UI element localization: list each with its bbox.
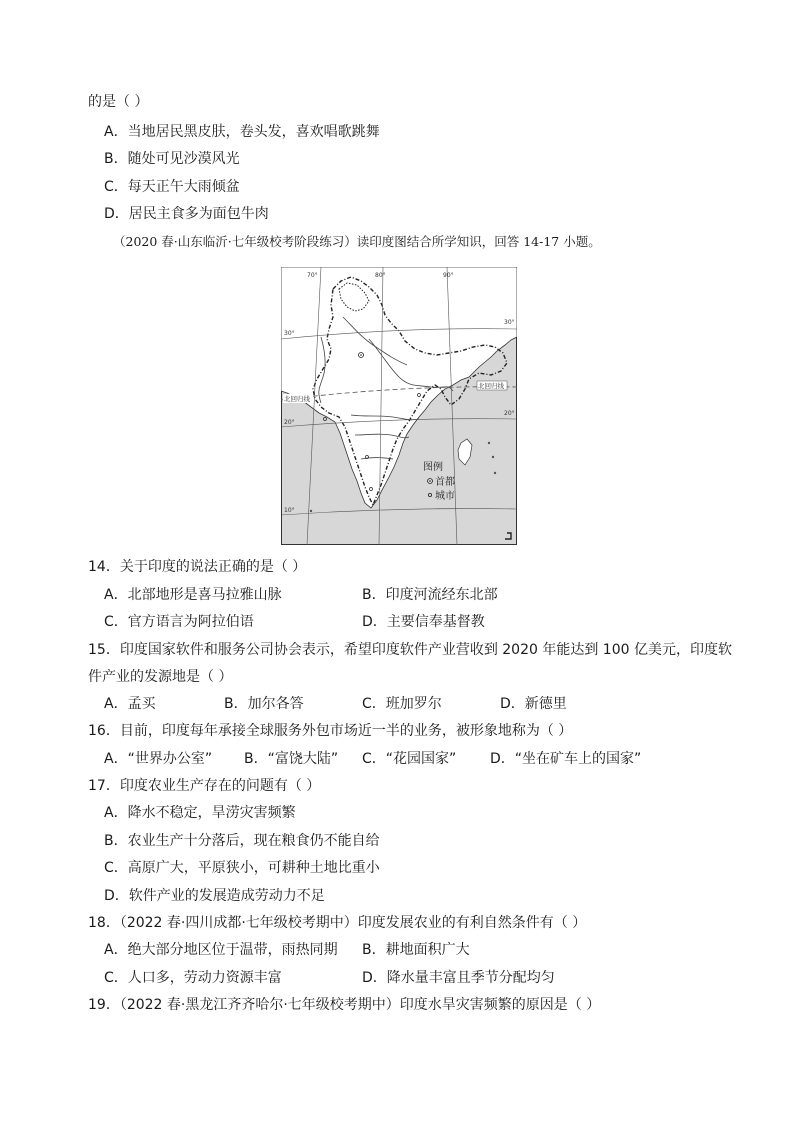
q17-option-a[interactable]: A．降水不稳定，旱涝灾害频繁 — [104, 805, 296, 821]
q15-option-b[interactable]: B．加尔各答 — [224, 696, 304, 712]
legend-capital-label: 首都 — [435, 477, 455, 488]
tropic-label-left: 北回归线 — [284, 395, 310, 403]
q16-option-b[interactable]: B．“富饶大陆” — [244, 751, 339, 767]
q13-option-b[interactable]: B．随处可见沙漠风光 — [104, 151, 240, 167]
q16-option-c[interactable]: C．“花园国家” — [362, 751, 457, 767]
q13-option-a[interactable]: A．当地居民黑皮肤，卷头发，喜欢唱歌跳舞 — [104, 124, 380, 140]
lon-label-90: 90° — [443, 272, 454, 279]
legend-capital-dot — [429, 480, 431, 482]
q18-option-c[interactable]: C．人口多，劳动力资源丰富 — [104, 970, 282, 986]
q15-stem-line1: 15．印度国家软件和服务公司协会表示，希望印度软件产业营收到 2020 年能达到 100 亿美元，印度软 — [88, 642, 732, 658]
q15-option-a[interactable]: A．孟买 — [104, 696, 156, 712]
lat-label-right-20: 20° — [504, 410, 515, 417]
capital-dot — [360, 354, 362, 356]
tropic-label-right: 北回归线 — [478, 382, 504, 390]
india-map — [281, 267, 517, 545]
q14-stem: 14．关于印度的说法正确的是（ ） — [88, 559, 307, 575]
q17-stem: 17．印度农业生产存在的问题有（ ） — [88, 778, 321, 794]
lat-label-10: 10° — [284, 507, 295, 514]
island-dot — [492, 456, 494, 458]
legend-city-label: 城市 — [435, 491, 455, 502]
q15-option-d[interactable]: D．新德里 — [500, 696, 567, 712]
q18-option-d[interactable]: D．降水量丰富且季节分配均匀 — [362, 970, 555, 986]
lat-label-right-30: 30° — [504, 319, 515, 326]
q14-option-b[interactable]: B．印度河流经东北部 — [362, 587, 498, 603]
q17-option-b[interactable]: B．农业生产十分落后，现在粮食仍不能自给 — [104, 833, 380, 849]
q17-option-d[interactable]: D．软件产业的发展造成劳动力不足 — [104, 888, 325, 904]
q18-option-a[interactable]: A．绝大部分地区位于温带，雨热同期 — [104, 942, 338, 958]
q15-option-c[interactable]: C．班加罗尔 — [362, 696, 442, 712]
q19-stem: 19．（2022 春·黑龙江齐齐哈尔·七年级校考期中）印度水旱灾害频繁的原因是（ ） — [88, 997, 601, 1013]
lon-label-70: 70° — [307, 272, 318, 279]
q16-option-a[interactable]: A．“世界办公室” — [104, 751, 213, 767]
q14-option-d[interactable]: D．主要信奉基督教 — [362, 614, 485, 630]
q17-option-c[interactable]: C．高原广大，平原狭小，可耕种土地比重小 — [104, 860, 380, 876]
q13-option-c[interactable]: C．每天正午大雨倾盆 — [104, 179, 240, 195]
q13-tail: 的是（ ） — [88, 94, 149, 110]
q14-option-a[interactable]: A．北部地形是喜马拉雅山脉 — [104, 587, 282, 603]
q16-stem: 16．目前，印度每年承接全球服务外包市场近一半的业务，被形象地称为（ ） — [88, 723, 573, 739]
island-dot — [488, 442, 490, 444]
q16-option-d[interactable]: D．“坐在矿车上的国家” — [490, 751, 642, 767]
lat-label-30: 30° — [284, 330, 295, 337]
lat-label-20: 20° — [284, 419, 295, 426]
q14-option-c[interactable]: C．官方语言为阿拉伯语 — [104, 614, 254, 630]
lon-label-80: 80° — [375, 272, 386, 279]
island-dot — [310, 510, 312, 512]
q18-option-b[interactable]: B．耕地面积广大 — [362, 942, 470, 958]
legend-title: 图例 — [423, 462, 443, 473]
map-intro-text: （2020 春·山东临沂·七年级校考阶段练习）读印度图结合所学知识，回答 14-17 小题。 — [113, 234, 601, 249]
island-dot — [494, 472, 496, 474]
q15-stem-line2: 件产业的发源地是（ ） — [88, 669, 233, 685]
india-map-svg — [281, 267, 517, 545]
q13-option-d[interactable]: D．居民主食多为面包牛肉 — [104, 206, 269, 222]
q18-stem: 18．（2022 春·四川成都·七年级校考期中）印度发展农业的有利自然条件有（ ） — [88, 915, 587, 931]
